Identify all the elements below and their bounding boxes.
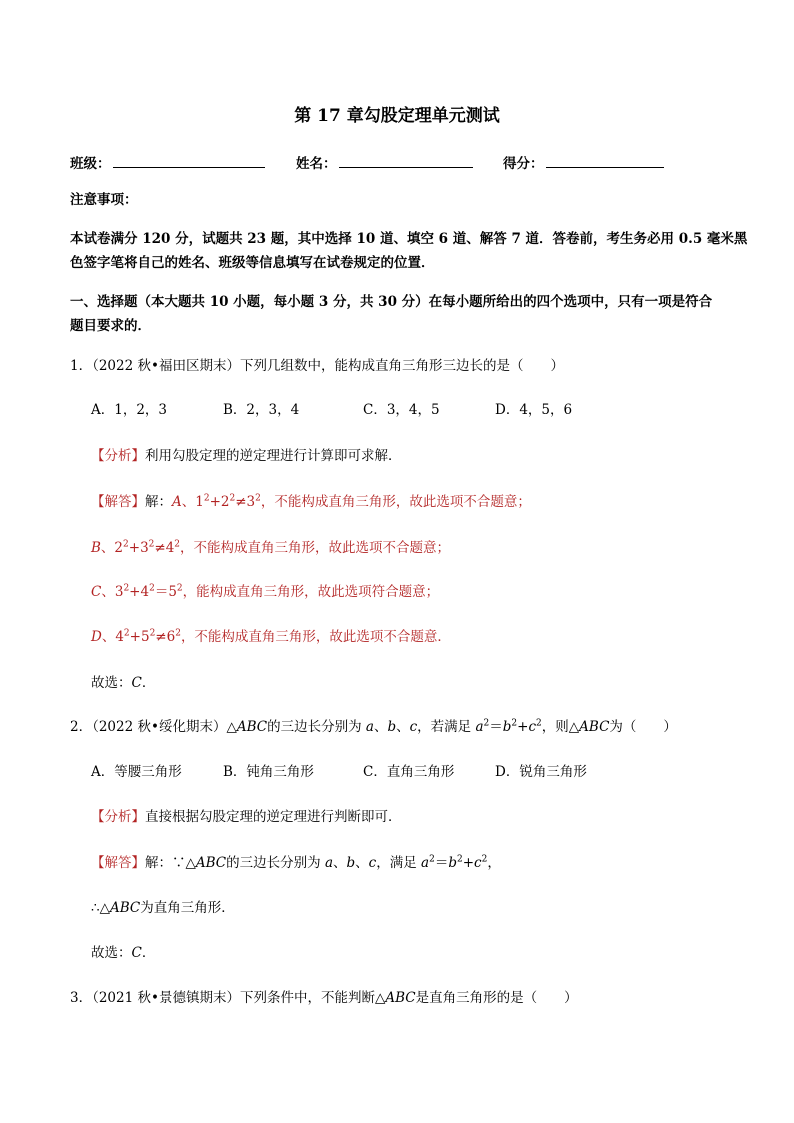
notice-line-1: 本试卷满分 120 分，试题共 23 题，其中选择 10 道、填空 6 道、解答 7 道．答卷前，考生务必用 0.5 毫米黑 <box>70 231 748 247</box>
q2-option-c: C．直角三角形 <box>363 764 455 780</box>
exp: 2 <box>174 539 181 550</box>
stem-prefix: 3．（2021 秋•景德镇期末）下列条件中，不能判断△ <box>70 990 386 1006</box>
sep: 、 <box>100 540 115 556</box>
sep: 、 <box>355 855 369 871</box>
analysis-text: 利用勾股定理的逆定理进行计算即可求解． <box>145 448 402 464</box>
triangle-name: ABC <box>236 719 268 735</box>
sep: 、 <box>373 719 388 735</box>
var-c: c <box>474 855 482 871</box>
answer-text: ，不能构成直角三角形，故此选项不合题意； <box>260 494 531 510</box>
q1-choice <box>91 673 155 693</box>
class-label: 班级： <box>70 156 111 172</box>
plus: + <box>462 855 475 871</box>
answer-text: ，能构成直角三角形，故此选项符合题意； <box>182 584 440 600</box>
score-label: 得分： <box>503 156 544 172</box>
q1-option-d: D．4，5，6 <box>495 402 573 418</box>
base: 5 <box>168 584 177 600</box>
choose-suffix: ． <box>141 945 156 961</box>
option-letter: D <box>91 629 102 645</box>
var-c: c <box>409 719 418 735</box>
q2-choice <box>91 943 155 963</box>
class-blank <box>113 153 265 168</box>
var-c: c <box>528 719 537 735</box>
triangle-name: ABC <box>579 719 610 735</box>
q1-answer-a: 【解答】解：A、$1^2+2^2\ne 3^2$，不能构成直角三角形，故此选项不合题意； <box>91 493 531 510</box>
therefore-symbol: ∴△ <box>91 900 110 916</box>
section-heading-line-2: 题目要求的． <box>70 318 151 334</box>
exp: 2 <box>123 583 130 594</box>
score-field <box>503 153 664 174</box>
var-b: b <box>502 719 512 735</box>
relation: ≠ <box>235 494 247 510</box>
choose-letter: C <box>131 945 142 961</box>
base: 3 <box>114 584 124 600</box>
stem-end: 是直角三角形的是（ ） <box>415 990 578 1006</box>
q1-analysis <box>91 446 402 466</box>
base: 2 <box>220 494 230 510</box>
name-label: 姓名： <box>296 156 337 172</box>
answer-end: ， <box>487 855 501 871</box>
plus: + <box>517 719 529 735</box>
equals: ＝ <box>489 719 503 735</box>
answer-prefix: 解：∵△ <box>145 855 196 871</box>
q1-answer-d: D、$4^2+5^2\ne 6^2$，不能构成直角三角形，故此选项不合题意． <box>91 628 451 645</box>
base: 1 <box>195 494 204 510</box>
sep: 、 <box>333 855 347 871</box>
sep: 、 <box>396 719 410 735</box>
q2-option-b: B．钝角三角形 <box>223 764 314 780</box>
question-3-stem <box>70 988 578 1008</box>
q2-option-d: D．锐角三角形 <box>495 764 587 780</box>
sep: 、 <box>101 629 116 645</box>
q2-therefore <box>91 898 235 918</box>
question-1-stem: 1．（2022 秋•福田区期末）下列几组数中，能构成直角三角形三边长的是（ ） <box>70 358 564 374</box>
base: 3 <box>246 494 256 510</box>
exp: 2 <box>176 583 183 594</box>
answer-text: ，不能构成直角三角形，故此选项不合题意； <box>180 540 451 556</box>
relation: ≠ <box>155 629 167 645</box>
q2-option-a: A．等腰三角形 <box>91 764 182 780</box>
stem-cond: ，若满足 <box>417 719 476 735</box>
answer-text: ，不能构成直角三角形，故此选项不合题意． <box>180 629 451 645</box>
section-heading-line-1: 一、选择题（本大题共 10 小题，每小题 3 分，共 30 分）在每小题所给出的四个选项中，只有一项是符合 <box>70 294 713 310</box>
class-field <box>70 153 265 174</box>
exp: 2 <box>148 539 155 550</box>
choose-prefix: 故选： <box>91 945 132 961</box>
q1-answer-c: C、$3^2+4^2=5^2$，能构成直角三角形，故此选项符合题意； <box>91 583 440 600</box>
option-letter: C <box>91 584 102 600</box>
triangle-name: ABC <box>109 900 141 916</box>
analysis-tag: 【分析】 <box>91 448 145 464</box>
exp: 2 <box>149 583 155 594</box>
q1-answer-b: B、$2^2+3^2\ne 4^2$，不能构成直角三角形，故此选项不合题意； <box>91 539 451 556</box>
notice-line-2: 色签字笔将自己的姓名、班级等信息填写在试卷规定的位置． <box>70 255 435 271</box>
stem-mid: 的三边长分别为 <box>267 719 366 735</box>
equals: ＝ <box>434 855 449 871</box>
q2-analysis <box>91 807 402 827</box>
var-a: a <box>365 719 374 735</box>
question-2-stem: 2．（2022 秋•绥化期末）△ABC的三边长分别为 a、b、c，若满足 $a^2=b^2+c^2$，则△ABC为（ ） <box>70 718 677 735</box>
score-blank <box>546 153 664 168</box>
therefore-text: 为直角三角形． <box>140 900 235 916</box>
base: 4 <box>165 540 175 556</box>
exp: 2 <box>203 493 210 504</box>
var-a: a <box>324 855 333 871</box>
choose-prefix: 故选： <box>91 675 132 691</box>
var-b: b <box>346 855 356 871</box>
sep: 、 <box>181 494 196 510</box>
q1-option-b: B．2，3，4 <box>223 402 300 418</box>
stem-end: 为（ ） <box>609 719 677 735</box>
base: 4 <box>140 584 150 600</box>
exp: 2 <box>229 493 236 504</box>
option-letter: B <box>91 540 101 556</box>
name-blank <box>339 153 473 168</box>
base: 3 <box>140 540 149 556</box>
var-b: b <box>387 719 397 735</box>
base: 4 <box>115 629 124 645</box>
stem-then: ，则△ <box>541 719 580 735</box>
choose-letter: C <box>131 675 142 691</box>
exp: 2 <box>149 628 156 639</box>
q1-option-c: C．3，4，5 <box>363 402 440 418</box>
option-letter: A <box>172 494 182 510</box>
answer-tag: 【解答】 <box>91 494 145 510</box>
exp: 2 <box>123 539 129 550</box>
choose-suffix: ． <box>141 675 156 691</box>
base: 5 <box>140 629 150 645</box>
page-title: 第 17 章勾股定理单元测试 <box>294 106 500 126</box>
q1-option-a: A．1，2，3 <box>91 402 168 418</box>
var-a: a <box>421 855 430 871</box>
stem-prefix: 2．（2022 秋•绥化期末）△ <box>70 719 237 735</box>
sep: 、 <box>101 584 115 600</box>
relation: ＝ <box>154 584 169 600</box>
base: 2 <box>114 540 124 556</box>
exp: 2 <box>123 628 130 639</box>
answer-mid: 的三边长分别为 <box>226 855 325 871</box>
analysis-tag: 【分析】 <box>91 809 145 825</box>
notice-heading: 注意事项： <box>70 192 138 208</box>
relation: ≠ <box>154 540 166 556</box>
analysis-text: 直接根据勾股定理的逆定理进行判断即可． <box>145 809 402 825</box>
var-b: b <box>448 855 457 871</box>
answer-cond: ，满足 <box>376 855 422 871</box>
q2-answer: 【解答】解：∵△ABC的三边长分别为 a、b、c，满足 $a^2=b^2+c^2$， <box>91 854 501 871</box>
var-c: c <box>368 855 377 871</box>
answer-prefix: 解： <box>145 494 172 510</box>
exp: 2 <box>175 628 181 639</box>
answer-tag: 【解答】 <box>91 855 145 871</box>
triangle-name: ABC <box>195 855 227 871</box>
var-a: a <box>475 719 484 735</box>
exp: 2 <box>255 493 261 504</box>
triangle-name: ABC <box>385 990 416 1006</box>
base: 6 <box>166 629 176 645</box>
name-field <box>296 153 473 174</box>
